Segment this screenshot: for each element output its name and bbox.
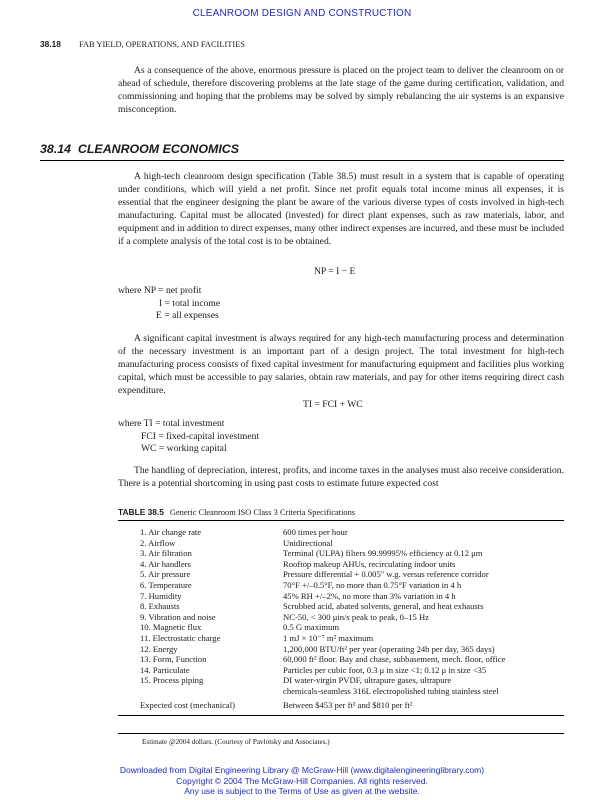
footer-download-line[interactable]: Downloaded from Digital Engineering Library @ McGraw-Hill (www.digitalengineeringlibrary.com) (119, 765, 485, 775)
table-bottom-rule (118, 733, 564, 734)
table-row (140, 601, 505, 612)
specification-cell: Terminal (ULPA) filters 99.99995% efficiency at 0.12 μm (283, 548, 483, 559)
criterion-cell: 8. Exhausts (140, 601, 180, 612)
table-row (140, 559, 505, 570)
table-row (140, 686, 505, 697)
specification-cell: NC-50, < 300 μin/s peak to peak, 0–15 Hz (283, 611, 429, 622)
specification-cell: chemicals-seamless 316L electropolished tubing stainless steel (283, 685, 499, 696)
table-row (140, 591, 505, 602)
table-row (140, 527, 505, 538)
footer-terms-line[interactable]: Any use is subject to the Terms of Use as given at the website. (184, 786, 420, 797)
criterion-cell: 12. Energy (140, 643, 178, 654)
criterion-cell: 1. Air change rate (140, 527, 202, 537)
specification-cell: 1,200,000 BTU/ft² per year (operating 24h per day, 365 days) (283, 643, 495, 654)
criterion-cell: Expected cost (mechanical) (140, 699, 235, 710)
table-row (140, 612, 505, 623)
table-row (140, 548, 505, 559)
table-title: Generic Cleanroom ISO Class 3 Criteria Specifications (169, 508, 356, 517)
criterion-cell: 14. Particulate (140, 664, 190, 675)
specification-cell: Particles per cubic foot, 0.3 μ in size <1; 0.12 μ in size <35 (283, 664, 487, 675)
criterion-cell: 10. Magnetic flux (140, 622, 202, 633)
specification-cell: Between $453 per ft² and $810 per ft² (283, 699, 413, 710)
criterion-cell: 13. Form, Function (140, 654, 207, 665)
paragraph-1: A high-tech cleanroom design specification (Table 38.5) must result in a system that is capable of operating under conditions, which will yield a net profit. Since net profit equals total income minus all expenses, it is essential that the engineer designing the plant be aware of the various diverse types of costs involved in high-tech manufacturing. Capital must be allocated (invested) for direct plant expenses, such as raw materials, labor, and equipment and in addition to direct expenses, many other indirect expenses are incurred, and these must be included if a complete analysis of the total cost is to be obtained. (118, 171, 564, 247)
specification-cell: 0.5 G maximum (283, 622, 340, 633)
specification-cell: 70°F +/–0.5°F, no more than 0.75°F variation in 4 h (283, 579, 462, 590)
criterion-cell: 15. Process piping (140, 675, 204, 686)
paragraph-3: The handling of depreciation, interest, profits, and income taxes in the analyses must also receive consideration. There is a potential shortcoming in using past costs to estimate future expected cost (118, 465, 564, 489)
equation-total-investment: TI = FCI + WC (303, 399, 363, 410)
specification-cell: Pressure differential + 0.005" w.g. versus reference corridor (283, 569, 489, 580)
specification-cell: 1 mJ × 10⁻⁷ m² maximum (283, 632, 374, 643)
table-row (140, 569, 505, 580)
section-number: 38.14 (40, 142, 72, 156)
specification-cell: Scrubbed acid, abated solvents, general, and heat exhausts (283, 601, 484, 612)
specification-cell: DI water-virgin PVDF, ultrapure gases, ultrapure (283, 675, 452, 686)
paragraph-2: A significant capital investment is always required for any high-tech manufacturing process and determination of the necessary investment is an important part of a design project. The total investment for high-tech manufacturing process consists of fixed capital investment for manufacturing equipment and facilities plus working capital, which must be accessible to pay salaries, obtain raw materials, and pay for other items requiring direct cash expenditure. (118, 333, 564, 396)
table-row (140, 633, 505, 644)
download-footer (0, 765, 604, 797)
section-title: CLEANROOM ECONOMICS (77, 142, 239, 156)
definition-e: E = all expenses (156, 310, 219, 322)
definition-ti: where TI = total investment (118, 418, 225, 429)
table-row (140, 665, 505, 676)
criterion-cell (140, 686, 283, 697)
criterion-cell: 7. Humidity (140, 590, 182, 601)
criterion-cell: 9. Vibration and noise (140, 611, 216, 622)
table-row (140, 538, 505, 549)
footer-copyright-line: Copyright © 2004 The McGraw-Hill Companies. All rights reserved. (176, 775, 428, 786)
definition-fci: FCI = fixed-capital investment (141, 430, 260, 442)
table-row (140, 622, 505, 633)
table-caption (118, 507, 355, 517)
specification-cell: 60,000 ft² floor. Bay and chase, subbasement, mech. floor, office (283, 654, 506, 665)
criterion-cell: 2. Airflow (140, 537, 176, 548)
table-row (140, 644, 505, 655)
criterion-cell: 4. Air handlers (140, 558, 191, 569)
book-title-header: CLEANROOM DESIGN AND CONSTRUCTION (192, 8, 412, 19)
page-number: 38.18 (40, 39, 61, 49)
definition-i: I = total income (159, 297, 221, 309)
criterion-cell: 3. Air filtration (140, 548, 192, 559)
spec-table (140, 527, 505, 710)
criterion-cell: 6. Temperature (140, 579, 192, 590)
table-label: TABLE 38.5 (118, 507, 164, 517)
table-row (140, 697, 505, 711)
table-row (140, 654, 505, 665)
table-row (140, 675, 505, 686)
table-mid-rule (118, 715, 564, 716)
running-head (40, 39, 245, 49)
criterion-cell: 11. Electrostatic charge (140, 632, 221, 643)
definition-wc: WC = working capital (141, 443, 227, 455)
specification-cell: Rooftop makeup AHUs, recirculating indoor units (283, 558, 456, 569)
intro-paragraph: As a consequence of the above, enormous pressure is placed on the project team to deliver the cleanroom on or ahead of schedule, therefore discovering problems at the late stage of the game during certification, validation, and commissioning and hoping that the problems may be solved by simply rebalancing the air systems is an expansive misconception. (118, 65, 564, 115)
equation-net-profit: NP = I − E (314, 266, 356, 277)
section-heading (40, 142, 239, 156)
section-rule (40, 160, 564, 161)
definitions-net-profit (118, 285, 220, 323)
table-top-rule (118, 520, 564, 521)
criterion-cell: 5. Air pressure (140, 569, 191, 580)
definition-np: where NP = net profit (118, 285, 202, 296)
chapter-title: FAB YIELD, OPERATIONS, AND FACILITIES (78, 40, 245, 49)
specification-cell: 45% RH +/–2%, no more than 3% variation in 4 h (283, 590, 456, 601)
table-row (140, 580, 505, 591)
specification-cell: Unidirectional (283, 537, 333, 548)
specification-cell: 600 times per hour (283, 527, 348, 537)
definitions-total-investment (118, 418, 259, 456)
table-note: Estimate @2004 dollars. (Courtesy of Pavlotsky and Associates.) (142, 738, 330, 746)
